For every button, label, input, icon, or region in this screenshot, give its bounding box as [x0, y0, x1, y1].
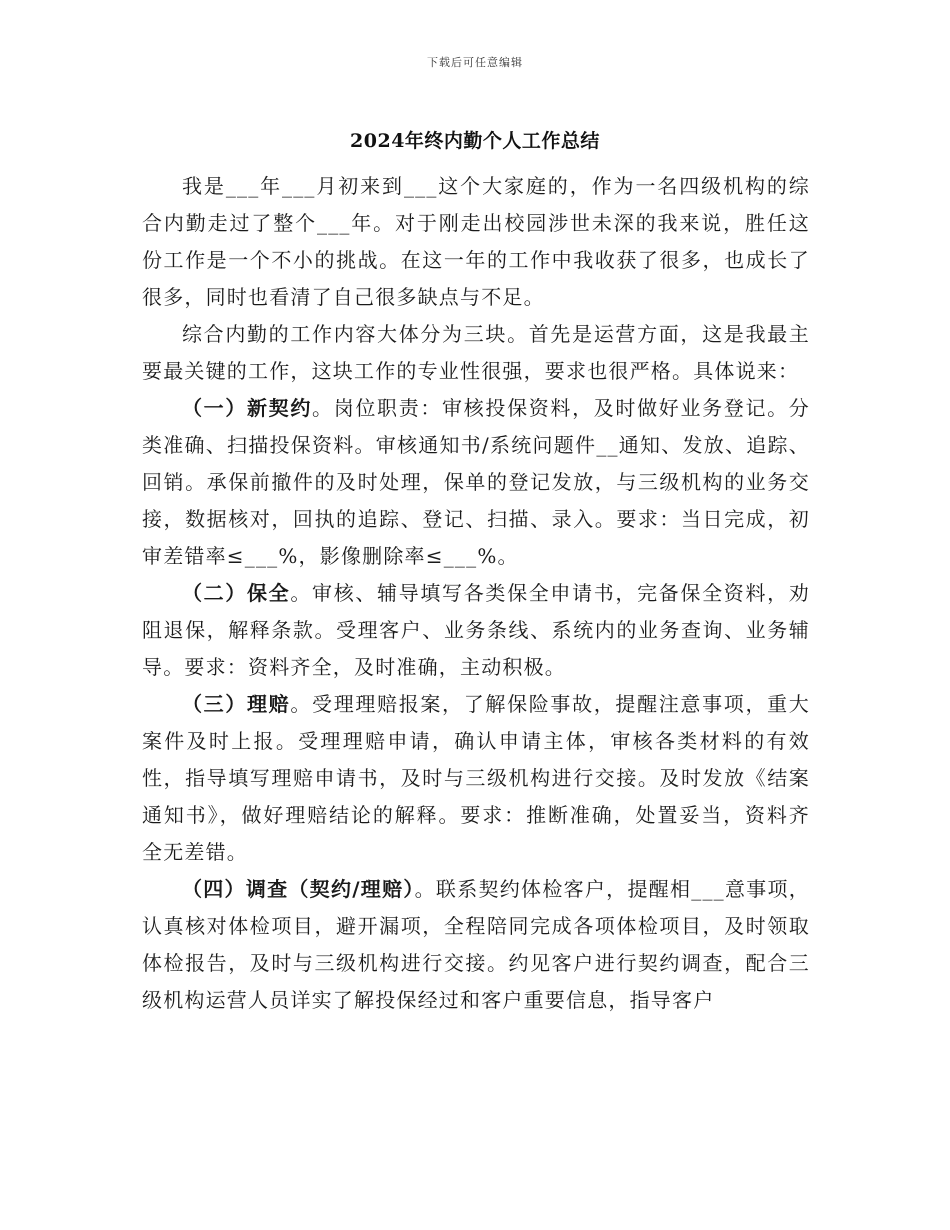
- section-heading-claims: （三）理赔: [182, 692, 291, 716]
- document-title: 2024年终内勤个人工作总结: [350, 130, 600, 152]
- paragraph-text: 综合内勤的工作内容大体分为三块。首先是运营方面，这是我最主要最关键的工作，这块工作的专业性很强，要求也很严格。具体说来：: [142, 322, 810, 383]
- page-header-note: 下载后可任意编辑: [427, 56, 523, 69]
- paragraph-intro: [142, 168, 810, 316]
- paragraph-new-contract: [142, 390, 810, 575]
- paragraph-text: 。受理理赔报案，了解保险事故，提醒注意事项，重大案件及时上报。受理理赔申请，确认申请主体，审核各类材料的有效性，指导填写理赔申请书，及时与三级机构进行交接。及时发放《结案通知书》，做好理赔结论的解释。要求：推断准确，处置妥当，资料齐全无差错。: [142, 692, 810, 864]
- paragraph-investigation: [142, 871, 810, 1019]
- paragraph-text: 我是___年___月初来到___这个大家庭的，作为一名四级机构的综合内勤走过了整个___年。对于刚走出校园涉世未深的我来说，胜任这份工作是一个不小的挑战。在这一年的工作中我收获了很多，也成长了很多，同时也看清了自己很多缺点与不足。: [142, 174, 810, 309]
- paragraph-text: 。岗位职责：审核投保资料，及时做好业务登记。分类准确、扫描投保资料。审核通知书/系统问题件__通知、发放、追踪、回销。承保前撤件的及时处理，保单的登记发放，与三级机构的业务交接，数据核对，回执的追踪、登记、扫描、录入。要求：当日完成，初审差错率≤___%，影像删除率≤___%。: [142, 396, 810, 568]
- paragraph-overview: [142, 316, 810, 390]
- paragraph-text: 。联系契约体检客户，提醒相___意事项，认真核对体检项目，避开漏项，全程陪同完成各项体检项目，及时领取体检报告，及时与三级机构进行交接。约见客户进行契约调查，配合三级机构运营人员详实了解投保经过和客户重要信息，指导客户: [142, 877, 810, 1012]
- paragraph-claims: [142, 686, 810, 871]
- section-heading-preservation: （二）保全: [182, 581, 291, 605]
- paragraph-text: 。审核、辅导填写各类保全申请书，完备保全资料，劝阻退保，解释条款。受理客户、业务条线、系统内的业务查询、业务辅导。要求：资料齐全，及时准确，主动积极。: [142, 581, 810, 679]
- section-heading-new-contract: （一）新契约: [182, 396, 313, 420]
- section-heading-investigation: （四）调查（契约/理赔）: [182, 877, 415, 901]
- paragraph-preservation: [142, 575, 810, 686]
- document-body: [142, 168, 810, 1019]
